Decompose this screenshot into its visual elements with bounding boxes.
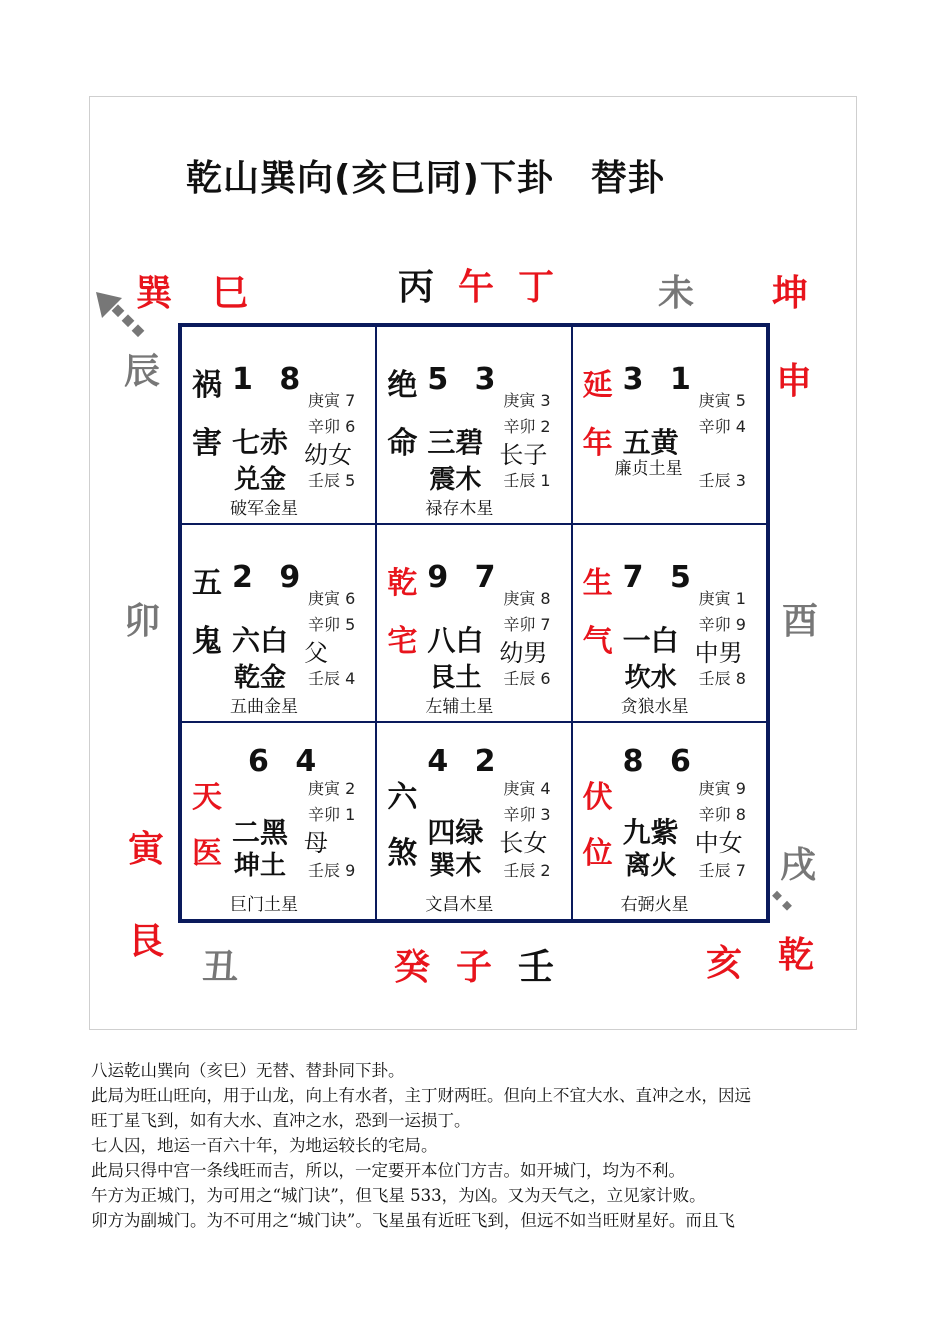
year-flying-star: 辛卯 4 — [698, 417, 746, 436]
auspice-bottom: 煞 — [387, 836, 418, 871]
star-name: 五曲金星 — [230, 697, 298, 717]
paragraph: 此局为旺山旺向，用于山龙，向上有水者，主丁财两旺。但向上不宜大水、直冲之水，因远 — [91, 1086, 751, 1105]
dir-chen: 辰 — [124, 351, 161, 392]
year-flying-star: 壬辰 5 — [308, 471, 356, 490]
dir-xu: 戌 — [780, 845, 817, 886]
period-star: 三碧 — [427, 426, 484, 459]
year-flying-star: 庚寅 7 — [308, 391, 356, 410]
dir-wu: 午 — [458, 267, 495, 308]
period-star: 九紫 — [622, 816, 679, 849]
period-star: 八白 — [427, 624, 484, 657]
dir-hai: 亥 — [706, 943, 743, 984]
family-member: 幼女 — [304, 441, 352, 469]
year-flying-star: 壬辰 1 — [503, 471, 551, 490]
period-star: 一白 — [622, 624, 679, 657]
family-member: 长子 — [499, 441, 548, 469]
paragraph: 八运乾山巽向（亥巳）无替、替卦同下卦。 — [91, 1061, 405, 1080]
dir-bing: 丙 — [398, 267, 435, 308]
dir-gui: 癸 — [394, 947, 431, 988]
dir-you: 酉 — [782, 601, 819, 642]
dir-gen: 艮 — [128, 921, 165, 962]
palace-cell — [572, 722, 767, 920]
year-flying-star: 壬辰 7 — [698, 861, 746, 880]
year-flying-star: 辛卯 1 — [308, 805, 356, 824]
paragraph: 午方为正城门，为可用之“城门诀”，但飞星 533，为凶。又为天气之，立见家计败。 — [91, 1186, 706, 1205]
dir-si: 巳 — [212, 273, 249, 314]
period-star: 五黄 — [622, 426, 679, 459]
paragraph: 此局只得中宫一条线旺而吉，所以，一定要开本位门方吉。如开城门，均为不利。 — [91, 1161, 685, 1180]
family-member: 长女 — [499, 829, 548, 857]
auspice-top: 生 — [582, 566, 613, 601]
auspice-bottom: 鬼 — [192, 624, 222, 659]
dir-wei: 未 — [658, 273, 695, 314]
trigram-element: 震木 — [429, 465, 482, 495]
auspice-top: 绝 — [387, 368, 418, 403]
auspice-top: 伏 — [582, 780, 613, 815]
palace-cell — [181, 326, 376, 524]
auspice-bottom: 气 — [582, 624, 613, 659]
year-flying-star: 庚寅 1 — [698, 589, 746, 608]
auspice-bottom: 年 — [582, 426, 613, 461]
palace-cell — [376, 326, 571, 524]
period-star: 七赤 — [232, 426, 289, 459]
chart-title: 乾山巽向(亥巳同)下卦 替卦 — [186, 158, 665, 199]
trigram-element: 离火 — [624, 851, 677, 881]
year-flying-star: 庚寅 5 — [698, 391, 746, 410]
palace-cell — [181, 722, 376, 920]
mountain-water-stars: 1 8 — [232, 362, 309, 397]
palace-cell — [572, 524, 767, 722]
year-flying-star: 庚寅 6 — [308, 589, 356, 608]
auspice-bottom: 医 — [192, 836, 222, 871]
paragraph: 旺丁星飞到，如有大水、直冲之水，恐到一运损丁。 — [91, 1111, 471, 1130]
auspice-top: 乾 — [387, 566, 418, 601]
dir-mao: 卯 — [124, 601, 161, 642]
auspice-top: 六 — [387, 780, 418, 815]
year-flying-star: 辛卯 3 — [503, 805, 551, 824]
year-flying-star: 壬辰 6 — [503, 669, 551, 688]
star-name: 破军金星 — [230, 499, 298, 519]
family-member: 中男 — [694, 639, 743, 667]
direction-arrow-icon — [96, 292, 156, 348]
mountain-water-stars: 7 5 — [622, 560, 699, 595]
star-name: 巨门土星 — [230, 895, 298, 915]
family-member: 幼男 — [499, 639, 548, 667]
year-flying-star: 辛卯 5 — [308, 615, 356, 634]
mountain-water-stars: 4 2 — [427, 744, 504, 779]
star-name: 禄存木星 — [425, 499, 494, 519]
mountain-water-stars: 3 1 — [622, 362, 699, 397]
year-flying-star: 庚寅 4 — [503, 779, 551, 798]
trigram-element: 艮土 — [429, 663, 482, 693]
mountain-water-stars: 6 4 — [248, 744, 325, 779]
auspice-top: 天 — [192, 780, 222, 815]
period-star: 四绿 — [427, 816, 484, 849]
year-flying-star: 庚寅 8 — [503, 589, 551, 608]
trigram-element: 巽木 — [429, 851, 482, 881]
mountain-water-stars: 2 9 — [232, 560, 309, 595]
star-name: 贪狼水星 — [620, 697, 689, 717]
palace-cell — [572, 326, 767, 524]
auspice-bottom: 位 — [582, 836, 613, 871]
year-flying-star: 壬辰 8 — [698, 669, 746, 688]
year-flying-star: 辛卯 6 — [308, 417, 356, 436]
trigram-element: 廉贞土星 — [614, 459, 683, 479]
year-flying-star: 庚寅 2 — [308, 779, 356, 798]
year-flying-star: 辛卯 7 — [503, 615, 551, 634]
star-name: 文昌木星 — [425, 895, 494, 915]
period-star: 二黑 — [232, 816, 289, 849]
paragraph: 七人囚，地运一百六十年，为地运较长的宅局。 — [91, 1136, 438, 1155]
period-star: 六白 — [232, 624, 289, 657]
year-flying-star: 辛卯 2 — [503, 417, 551, 436]
palace-cell — [376, 524, 571, 722]
dir-kun: 坤 — [772, 273, 809, 314]
year-flying-star: 壬辰 9 — [308, 861, 356, 880]
direction-dots-icon — [770, 888, 800, 918]
dir-yin: 寅 — [128, 829, 165, 870]
dir-shen: 申 — [776, 361, 813, 402]
palace-cell — [376, 722, 571, 920]
star-name: 右弼火星 — [620, 895, 689, 915]
auspice-bottom: 宅 — [387, 624, 418, 659]
year-flying-star: 庚寅 9 — [698, 779, 746, 798]
dir-zi: 子 — [456, 947, 493, 988]
dir-ding: 丁 — [518, 267, 555, 308]
flying-star-grid — [178, 323, 770, 923]
mountain-water-stars: 5 3 — [427, 362, 504, 397]
dir-ren: 壬 — [518, 947, 555, 988]
dir-chou: 丑 — [202, 947, 239, 988]
family-member: 父 — [304, 639, 328, 667]
year-flying-star: 辛卯 8 — [698, 805, 746, 824]
dir-xun: 巽 — [136, 273, 173, 314]
year-flying-star: 壬辰 4 — [308, 669, 356, 688]
mountain-water-stars: 8 6 — [622, 744, 699, 779]
auspice-bottom: 命 — [387, 426, 418, 461]
trigram-element: 兑金 — [234, 465, 287, 495]
mountain-water-stars: 9 7 — [427, 560, 504, 595]
auspice-top: 延 — [582, 368, 613, 403]
star-name: 左辅土星 — [425, 697, 494, 717]
family-member: 中女 — [694, 829, 743, 857]
auspice-top: 祸 — [192, 368, 222, 403]
auspice-top: 五 — [192, 566, 222, 601]
year-flying-star: 辛卯 9 — [698, 615, 746, 634]
trigram-element: 坤土 — [234, 851, 287, 881]
palace-cell — [181, 524, 376, 722]
trigram-element: 坎水 — [624, 663, 677, 693]
year-flying-star: 壬辰 2 — [503, 861, 551, 880]
year-flying-star: 庚寅 3 — [503, 391, 551, 410]
paragraph: 卯方为副城门。为不可用之“城门诀”。飞星虽有近旺飞到，但远不如当旺财星好。而且飞 — [91, 1211, 735, 1230]
dir-qian: 乾 — [778, 935, 815, 976]
body-text — [91, 1058, 861, 1233]
year-flying-star: 壬辰 3 — [698, 471, 746, 490]
trigram-element: 乾金 — [234, 663, 287, 693]
auspice-bottom: 害 — [192, 426, 222, 461]
family-member: 母 — [304, 829, 328, 857]
